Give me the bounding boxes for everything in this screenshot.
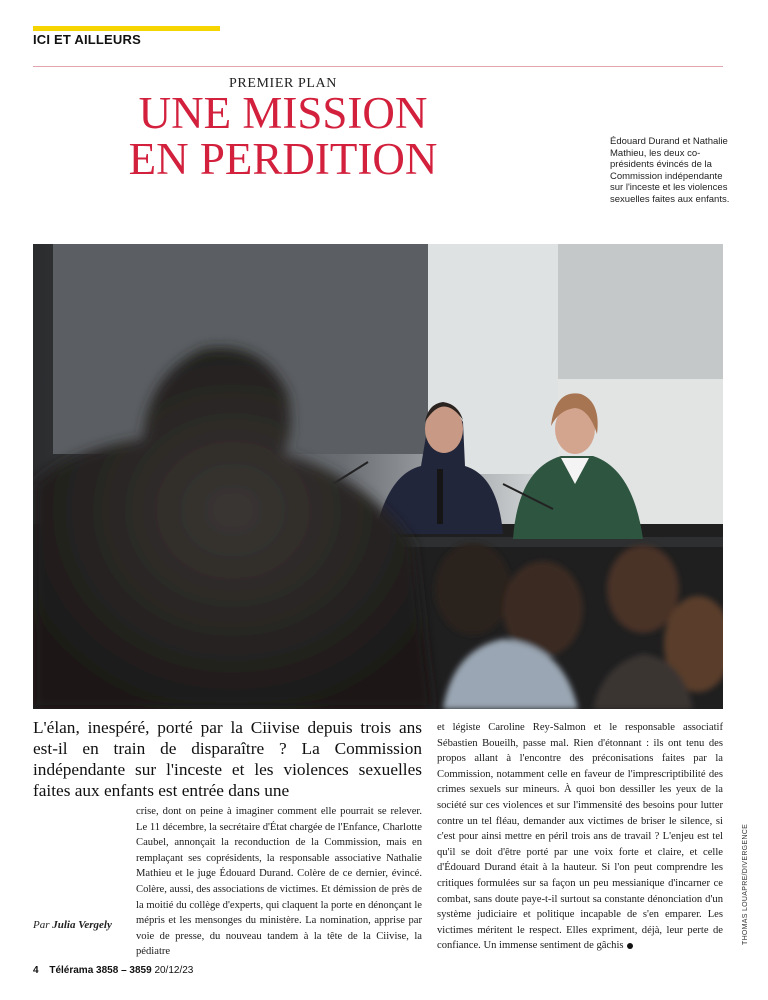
photo-caption: Édouard Durand et Nathalie Mathieu, les deux co-présidents évincés de la Commission indépendante sur l'inceste et les violences sexuelles faites aux enfants.	[610, 136, 730, 205]
section-accent-bar	[33, 26, 220, 31]
article-column-2	[437, 720, 723, 954]
byline-author: Julia Vergely	[52, 919, 112, 931]
article-column-2-text: et légiste Caroline Rey-Salmon et le responsable associatif Sébastien Boueilh, passe mal. Rien d'étonnant : ils ont tenu des propos allant à l'encontre des préconisations faites par la Commission, notamment celle en faveur de l'imprescriptibilité des crimes sexuels sur mineurs. À quoi bon dessiller les yeux de la société sur ces violences et sur l'immensité des besoins pour lutter contre un tel fléau, demander aux victimes de briser le silence, si c'est pour ainsi mettre en péril trois ans de travail ? L'enjeu est tel qu'il se doit d'être porté par une voix forte et claire, et celle d'Édouard Durand était à la hauteur. Si l'on peut comprendre les critiques formulées sur sa façon un peu messianique d'incarner ce combat, sans doute paye-t-il surtout sa constante dénonciation d'un système judiciaire et politique incapable de s'en emparer. Les victimes méritent le respect. Elles expriment, déjà, leur perte de confiance. Un immense sentiment de gâchis	[437, 722, 723, 952]
kicker: PREMIER PLAN	[229, 76, 337, 91]
article-lead: L'élan, inespéré, porté par la Ciivise depuis trois ans est-il en train de disparaître ? La Commission indépendante sur l'inceste et les violences sexuelles faites aux enfants est entrée dans une	[33, 718, 422, 800]
issue-date: 20/12/23	[154, 965, 194, 976]
byline	[33, 918, 128, 933]
article-column-1: crise, dont on peine à imaginer comment elle pourrait se relever. Le 11 décembre, la secrétaire d'État chargée de l'Enfance, Charlotte Caubel, annonçait la reconduction de la Commission, mais en remplaçant ses coprésidents, la responsable associative Nathalie Mathieu et le juge Édouard Durand. Colère de ce dernier, évincé. Colère, aussi, des associations de victimes. Et démission de près de la moitié du collège d'experts, qui claquent la porte en dénonçant le mépris et les mensonges du ministère. La nomination, apprise par voie de presse, du nouveau tandem à la tête de la Ciivise, la pédiatre	[136, 806, 422, 958]
article-photo	[33, 244, 723, 709]
magazine-issue: Télérama 3858 – 3859	[49, 965, 152, 976]
byline-prefix: Par	[33, 919, 50, 931]
headline-line-2: EN PERDITION	[128, 134, 438, 184]
header-rule	[33, 66, 723, 67]
section-label: ICI ET AILLEURS	[33, 32, 141, 47]
press-conference-photo	[33, 244, 723, 709]
page-footer	[33, 965, 193, 976]
page-number: 4	[33, 965, 39, 976]
headline	[33, 90, 533, 182]
headline-line-1: UNE MISSION	[138, 88, 428, 138]
photo-credit: THOMAS LOUAPRE/DIVERGENCE	[742, 823, 749, 945]
end-mark-icon	[627, 943, 633, 949]
